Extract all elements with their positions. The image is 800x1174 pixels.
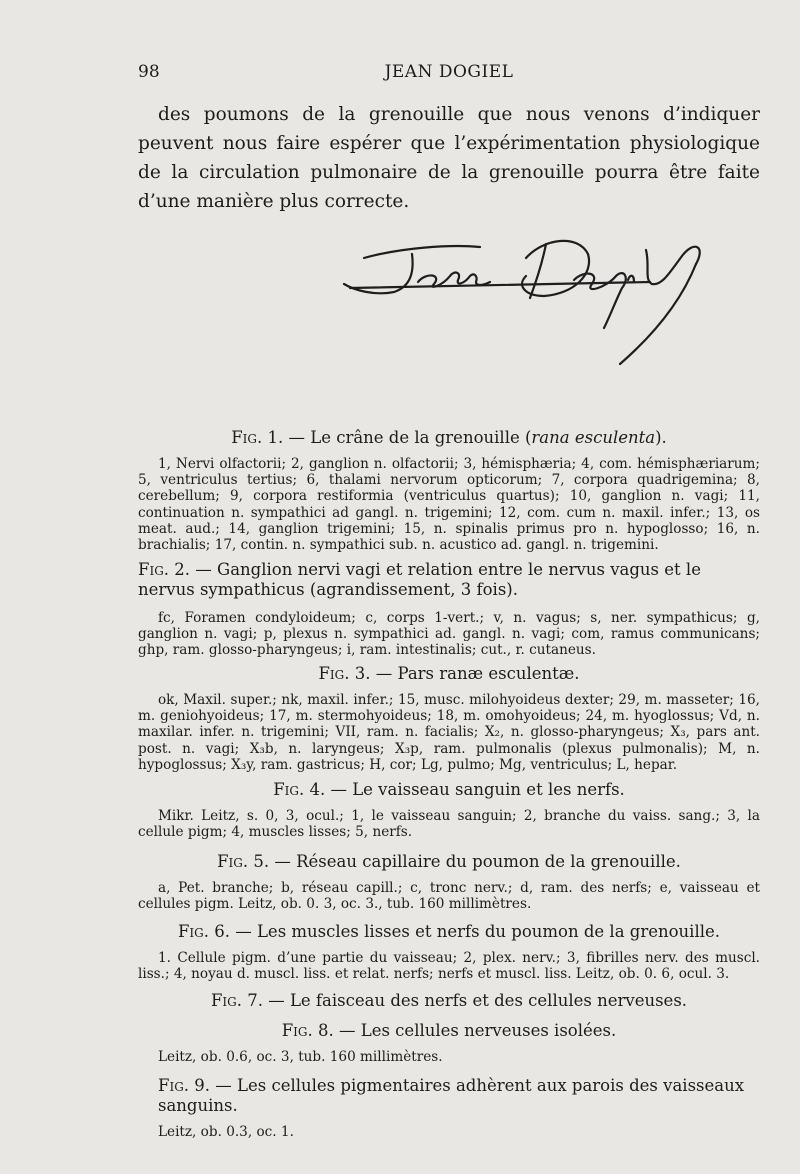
figure-7-caption	[138, 991, 760, 1011]
running-head: JEAN DOGIEL	[384, 62, 514, 82]
figure-7-title: Fig. 7. — Le faisceau des nerfs et des cellules nerveuses.	[210, 991, 688, 1010]
figure-6-label: Fig. 6.	[177, 922, 230, 941]
figure-8-label: Fig. 8.	[281, 1021, 334, 1040]
signature-j-stroke	[364, 246, 480, 258]
figure-2-description: fc, Foramen condyloideum; c, corps 1-vert.; v, n. vagus; s, ner. sympathicus; g, ganglion n. vagi; p, plexus n. sympathici ad. gangl. n. vagi; com, ramus communicans; ghp, ram. glosso-pharyngeus; i, ram. intestinalis; cut., r. cutaneus.	[138, 610, 760, 659]
figure-1-label: Fig. 1.	[231, 428, 284, 447]
figure-9-description: Leitz, ob. 0.3, oc. 1.	[158, 1124, 294, 1140]
figure-2-label: Fig. 2.	[138, 560, 191, 579]
figure-4-caption	[138, 780, 760, 840]
figure-2-caption	[138, 560, 760, 659]
figure-6-title: Fig. 6. — Les muscles lisses et nerfs du poumon de la grenouille.	[177, 922, 721, 941]
figure-9-label: Fig. 9.	[158, 1076, 211, 1095]
figure-3-description: ok, Maxil. super.; nk, maxil. infer.; 15, musc. milohyoideus dexter; 29, m. masseter; 16, m. geniohyoideus; 17, m. stermohyoideus; 18, m. omohyoideus; 24, m. hyoglossus; Vd, n. maxilar. infer. n. trigemini; VII, ram. n. facialis; X₂, n. glosso-pharyngeus; X₃, pars ant. post. n. vagi; X₃b, n. laryngeus; X₃p, ram. pulmonalis (plexus pulmonalis); M, n. hypoglossus; X₃y, ram. gastricus; H, cor; Lg, pulmo; Mg, ventriculus; L, hepar.	[138, 692, 760, 773]
figure-4-title: Fig. 4. — Le vaisseau sanguin et les nerfs.	[273, 780, 625, 799]
figure-3-label: Fig. 3.	[318, 664, 371, 683]
figure-6-caption	[138, 922, 760, 982]
figure-3-title: Fig. 3. — Pars ranæ esculentæ.	[318, 664, 580, 683]
author-signature	[330, 212, 730, 372]
figure-6-description: 1. Cellule pigm. d’une partie du vaisseau; 2, plex. nerv.; 3, fibrilles nerv. des muscl. liss.; 4, noyau d. muscl. liss. et relat. nerfs; nerfs et muscl. liss. Leitz, ob. 0. 6, ocul. 3.	[138, 950, 760, 983]
signature-ogiel	[574, 247, 700, 328]
figure-5-caption	[138, 852, 760, 912]
figure-4-label: Fig. 4.	[273, 780, 326, 799]
page-header	[138, 62, 760, 90]
figure-1-description: 1, Nervi olfactorii; 2, ganglion n. olfactorii; 3, hémisphæria; 4, com. hémisphæriarum; 5, ventriculus tertius; 6, thalami nervorum opticorum; 7, corpora quadrigemina; 8, cerebellum; 9, corpora restiformia (ventriculus quartus); 10, ganglion n. vagi; 11, continuation n. sympathici ad gangl. n. trigemini; 12, com. cum n. maxil. infer.; 13, os meat. aud.; 14, ganglion trigemini; 15, n. spinalis primus pro n. hypoglosso; 16, n. brachialis; 17, contin. n. sympathici sub. n. acustico ad. gangl. n. trigemini.	[138, 456, 760, 554]
figure-7-label: Fig. 7.	[210, 991, 263, 1010]
figure-3-caption	[138, 664, 760, 773]
intro-paragraph: des poumons de la grenouille que nous venons d’indiquer peuvent nous faire espérer que l’expérimentation physiologique de la circulation pulmonaire de la grenouille pourra être faite d’une manière plus correcte.	[138, 104, 760, 212]
figure-9-caption	[138, 1076, 760, 1140]
figure-8-title: Fig. 8. — Les cellules nerveuses isolées.	[281, 1021, 617, 1040]
figure-4-description: Mikr. Leitz, s. 0, 3, ocul.; 1, le vaisseau sanguin; 2, branche du vaiss. sang.; 3, la cellule pigm; 4, muscles lisses; 5, nerfs.	[138, 808, 760, 841]
figure-8-description: Leitz, ob. 0.6, oc. 3, tub. 160 millimètres.	[158, 1049, 443, 1065]
signature-d-loop	[522, 241, 589, 296]
figure-8-caption	[138, 1021, 760, 1065]
figure-5-title: Fig. 5. — Réseau capillaire du poumon de la grenouille.	[217, 852, 681, 871]
figure-1-caption	[138, 428, 760, 553]
figure-1-title: Fig. 1. — Le crâne de la grenouille (rana esculenta).	[231, 428, 667, 447]
figure-5-description: a, Pet. branche; b, réseau capill.; c, tronc nerv.; d, ram. des nerfs; e, vaisseau et cellules pigm. Leitz, ob. 0. 3, oc. 3., tub. 160 millimètres.	[138, 880, 760, 913]
figure-9-title: Fig. 9. — Les cellules pigmentaires adhèrent aux parois des vaisseaux sanguins.	[158, 1076, 745, 1115]
signature-flourish	[620, 264, 696, 364]
figure-5-label: Fig. 5.	[217, 852, 270, 871]
page-number: 98	[138, 62, 160, 82]
figure-2-title: Fig. 2. — Ganglion nervi vagi et relation entre le nervus vagus et le nervus sympathicus (agrandissement, 3 fois).	[138, 560, 701, 599]
